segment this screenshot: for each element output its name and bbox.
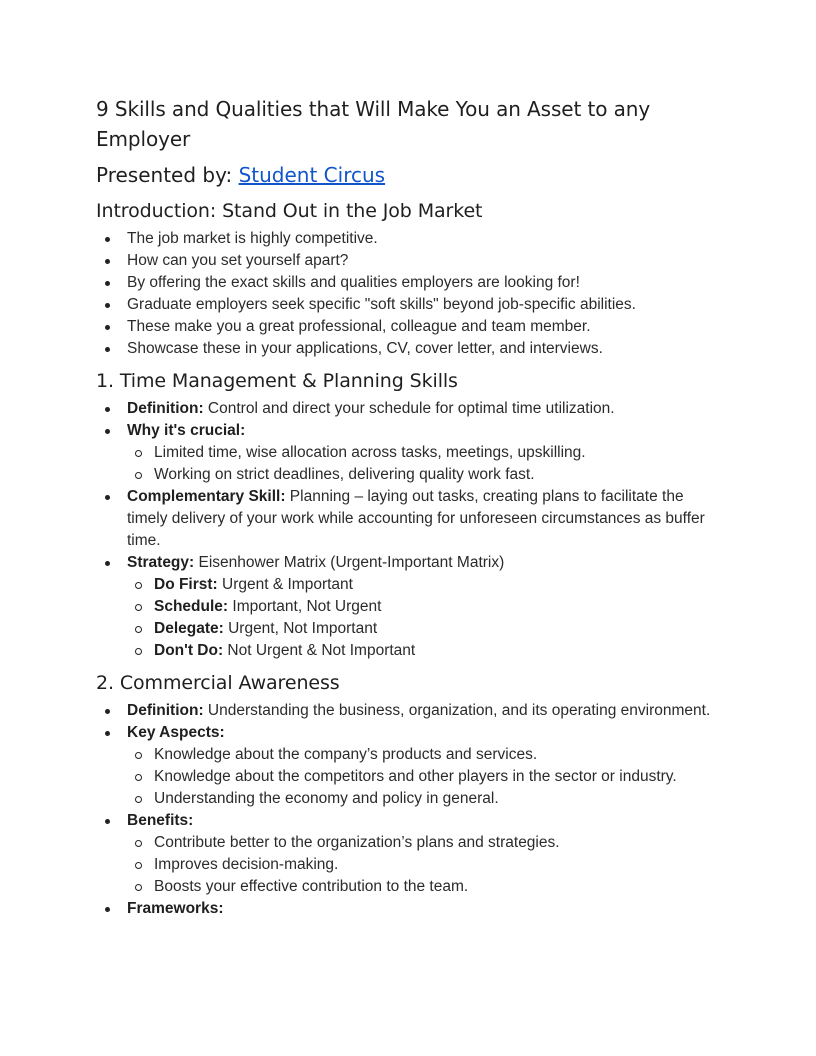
key-aspects-label: Key Aspects: — [127, 724, 225, 741]
sub-list-item — [127, 574, 720, 596]
matrix-label: Don't Do: — [154, 642, 224, 659]
sub-list-item: Working on strict deadlines, delivering quality work fast. — [127, 464, 720, 486]
intro-heading: Introduction: Stand Out in the Job Market — [96, 200, 483, 222]
section2-heading: 2. Commercial Awareness — [96, 672, 340, 694]
sub-list-item: Improves decision-making. — [127, 854, 720, 876]
list-item: The job market is highly competitive. — [96, 228, 720, 250]
key-aspects-sublist — [127, 744, 720, 810]
document-page — [96, 94, 720, 924]
benefits-item — [96, 810, 720, 898]
matrix-text: Urgent, Not Important — [223, 620, 378, 637]
why-crucial-sublist — [127, 442, 720, 486]
section1-list — [96, 398, 720, 662]
intro-list — [96, 228, 720, 360]
strategy-item — [96, 552, 720, 662]
frameworks-item — [96, 898, 720, 920]
sub-list-item — [127, 596, 720, 618]
sub-list-item: Contribute better to the organization’s plans and strategies. — [127, 832, 720, 854]
presenter-line — [96, 160, 720, 190]
matrix-label: Schedule: — [154, 598, 229, 615]
list-item: By offering the exact skills and qualities employers are looking for! — [96, 272, 720, 294]
strategy-sublist — [127, 574, 720, 662]
complementary-label: Complementary Skill: — [127, 488, 286, 505]
list-item: How can you set yourself apart? — [96, 250, 720, 272]
benefits-label: Benefits: — [127, 812, 194, 829]
frameworks-label: Frameworks: — [127, 900, 224, 917]
complementary-text: Planning – laying out tasks, creating plans to facilitate the timely delivery of your work while accounting for unforeseen circumstances as buffer time. — [127, 488, 705, 549]
definition-label: Definition: — [127, 400, 204, 417]
why-crucial-item — [96, 420, 720, 486]
document-title: 9 Skills and Qualities that Will Make You an Asset to any Employer — [96, 97, 651, 151]
sub-list-item — [127, 618, 720, 640]
matrix-label: Delegate: — [154, 620, 224, 637]
definition-text: Understanding the business, organization, and its operating environment. — [203, 702, 711, 719]
presenter-prefix: Presented by: — [96, 163, 239, 187]
list-item: These make you a great professional, colleague and team member. — [96, 316, 720, 338]
strategy-label: Strategy: — [127, 554, 195, 571]
student-circus-link[interactable]: Student Circus — [238, 163, 386, 187]
list-item: Graduate employers seek specific "soft skills" beyond job-specific abilities. — [96, 294, 720, 316]
matrix-text: Urgent & Important — [217, 576, 353, 593]
definition-item — [96, 700, 720, 722]
definition-text: Control and direct your schedule for optimal time utilization. — [203, 400, 615, 417]
sub-list-item: Knowledge about the company’s products and services. — [127, 744, 720, 766]
sub-list-item — [127, 640, 720, 662]
sub-list-item: Knowledge about the competitors and other players in the sector or industry. — [127, 766, 720, 788]
list-item: Showcase these in your applications, CV, cover letter, and interviews. — [96, 338, 720, 360]
why-crucial-label: Why it's crucial: — [127, 422, 246, 439]
section2-list — [96, 700, 720, 920]
strategy-text: Eisenhower Matrix (Urgent-Important Matrix) — [194, 554, 505, 571]
matrix-label: Do First: — [154, 576, 218, 593]
definition-label: Definition: — [127, 702, 204, 719]
sub-list-item: Understanding the economy and policy in general. — [127, 788, 720, 810]
complementary-skill-item — [96, 486, 720, 552]
matrix-text: Not Urgent & Not Important — [223, 642, 416, 659]
sub-list-item: Boosts your effective contribution to the team. — [127, 876, 720, 898]
key-aspects-item — [96, 722, 720, 810]
section1-heading: 1. Time Management & Planning Skills — [96, 370, 458, 392]
benefits-sublist — [127, 832, 720, 898]
matrix-text: Important, Not Urgent — [228, 598, 382, 615]
definition-item — [96, 398, 720, 420]
sub-list-item: Limited time, wise allocation across tasks, meetings, upskilling. — [127, 442, 720, 464]
